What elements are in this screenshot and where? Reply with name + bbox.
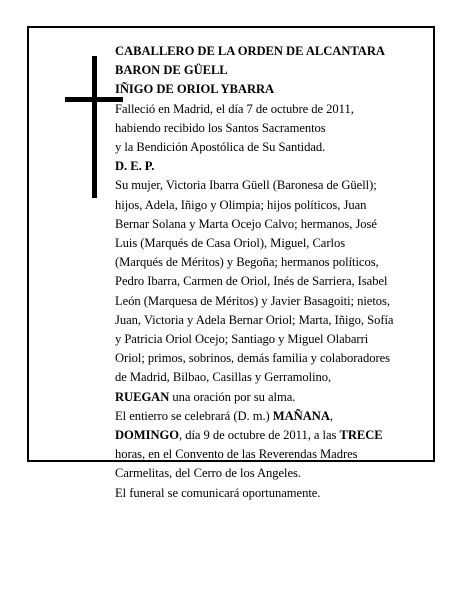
death-line: y la Bendición Apostólica de Su Santidad. <box>115 140 326 155</box>
family-line: hijos, Adela, Iñigo y Olimpia; hijos políticos, Juan <box>115 197 367 212</box>
title-line-barony: BARON DE GÜELL <box>115 63 228 78</box>
burial-comma: , <box>329 408 333 423</box>
family-line: Juan, Victoria y Adela Bernar Oriol; Marta, Iñigo, Sofía <box>115 312 394 327</box>
notice-text <box>115 42 427 503</box>
title-line-name: IÑIGO DE ORIOL YBARRA <box>115 82 275 97</box>
burial-date-text: , día 9 de octubre de 2011, a las <box>179 428 340 443</box>
family-line: y Patricia Oriol Ocejo; Santiago y Miguel Olabarri <box>115 332 369 347</box>
family-line: (Marqués de Méritos) y Begoña; hermanos políticos, <box>115 255 379 270</box>
family-line: Su mujer, Victoria Ibarra Güell (Baronesa de Güell); <box>115 178 377 193</box>
title-line-honor: CABALLERO DE LA ORDEN DE ALCANTARA <box>115 44 385 58</box>
family-line: Bernar Solana y Marta Ocejo Calvo; hermanos, José <box>115 216 377 231</box>
family-line: de Madrid, Bilbao, Casillas y Gerramolino, <box>115 370 332 385</box>
death-line: habiendo recibido los Santos Sacramentos <box>115 120 326 135</box>
ruegan-line <box>115 388 427 407</box>
family-line: León (Marquesa de Méritos) y Javier Basagoiti; nietos, <box>115 293 390 308</box>
burial-text: El entierro se celebrará (D. m.) <box>115 408 273 423</box>
dep-line: D. E. P. <box>115 159 155 174</box>
family-line: Luis (Marqués de Casa Oriol), Miguel, Carlos <box>115 236 346 251</box>
cross-vertical-bar <box>92 56 97 198</box>
ruegan-keyword: RUEGAN <box>115 389 170 404</box>
ruegan-text: una oración por su alma. <box>169 389 296 404</box>
burial-line <box>115 407 427 426</box>
family-line: Pedro Ibarra, Carmen de Oriol, Inés de Sarriera, Isabel <box>115 274 388 289</box>
burial-line <box>115 426 427 445</box>
burial-line: horas, en el Convento de las Reverendas Madres <box>115 447 358 462</box>
obituary-notice <box>27 26 435 500</box>
death-line: Falleció en Madrid, el día 7 de octubre de 2011, <box>115 101 354 116</box>
family-line: Oriol; primos, sobrinos, demás familia y colaboradores <box>115 351 391 366</box>
burial-line: Carmelitas, del Cerro de los Angeles. <box>115 466 301 481</box>
burial-hour: TRECE <box>339 428 383 443</box>
funeral-line: El funeral se comunicará oportunamente. <box>115 485 321 500</box>
burial-weekday: DOMINGO <box>115 428 180 443</box>
burial-day-keyword: MAÑANA <box>272 408 330 423</box>
